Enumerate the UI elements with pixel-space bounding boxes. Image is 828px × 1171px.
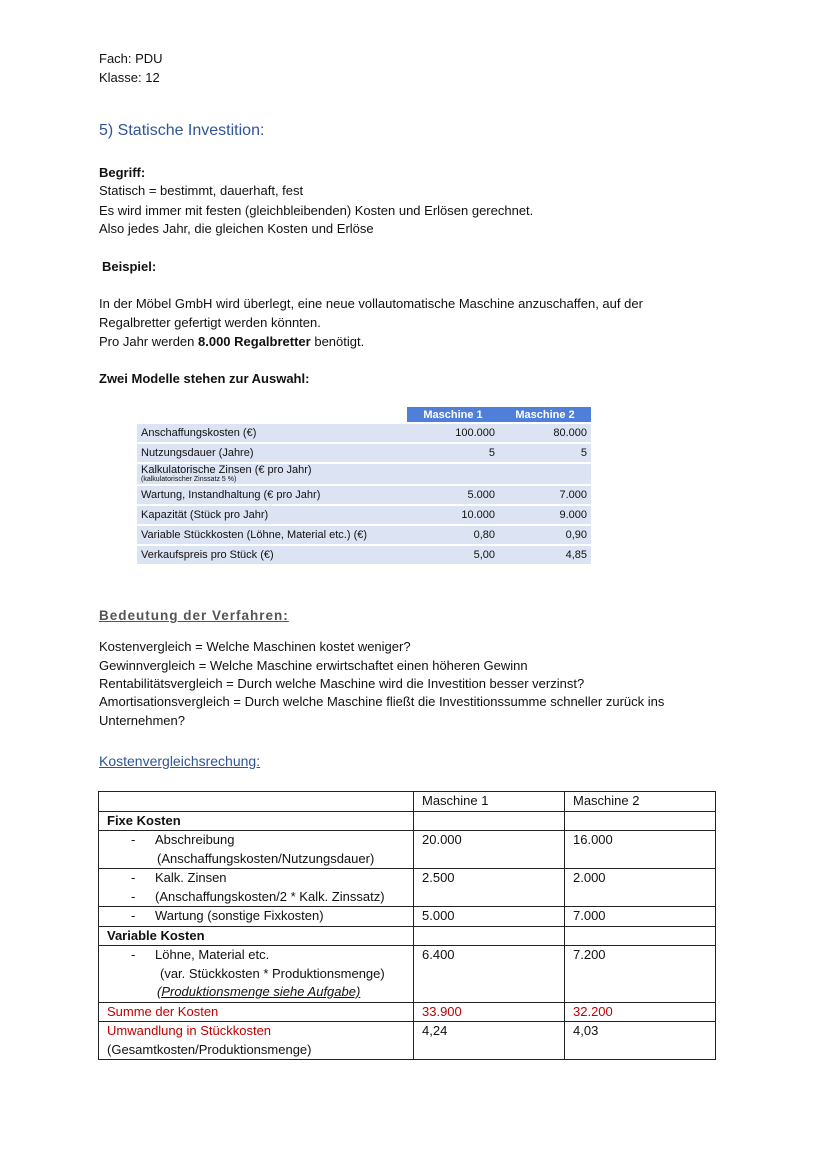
- value-cell: 4,85: [499, 546, 591, 564]
- row-label: Verkaufspreis pro Stück (€): [137, 546, 407, 564]
- cell: [99, 792, 414, 812]
- fixe-kosten-label: Fixe Kosten: [99, 811, 414, 831]
- beispiel-line: Regalbretter gefertigt werden könnten.: [99, 315, 321, 330]
- model-comparison-table: [137, 405, 591, 566]
- value-cell: [407, 464, 499, 484]
- value-cell: [499, 464, 591, 484]
- value-cell: 33.900: [414, 1002, 565, 1022]
- value-cell: 2.000: [565, 869, 716, 907]
- value-cell: 0,90: [499, 526, 591, 544]
- variable-kosten-label: Variable Kosten: [99, 926, 414, 946]
- value-cell: 0,80: [407, 526, 499, 544]
- begriff-label: Begriff:: [99, 165, 146, 180]
- kostenvergleich-heading: Kostenvergleichsrechung:: [99, 753, 261, 769]
- header-machine-2: Maschine 2: [499, 407, 591, 422]
- cell: [414, 926, 565, 946]
- wartung-cell: - Wartung (sonstige Fixkosten): [99, 907, 414, 927]
- section-title: 5) Statische Investition:: [99, 122, 265, 139]
- value-cell: 5,00: [407, 546, 499, 564]
- value-cell: 10.000: [407, 506, 499, 524]
- summe-label: Summe der Kosten: [99, 1002, 414, 1022]
- value-cell: 7.000: [565, 907, 716, 927]
- subject-label: Fach: PDU: [99, 51, 163, 66]
- row-label: Kalkulatorische Zinsen (€ pro Jahr) (kalkulatorischer Zinssatz 5 %): [137, 464, 407, 484]
- value-cell: 9.000: [499, 506, 591, 524]
- zinsen-cell: - Kalk. Zinsen - (Anschaffungskosten/2 * Kalk. Zinssatz): [99, 869, 414, 907]
- beispiel-line: Pro Jahr werden 8.000 Regalbretter benötigt.: [99, 334, 365, 349]
- value-cell: 20.000: [414, 831, 565, 869]
- cell: [565, 811, 716, 831]
- value-cell: 16.000: [565, 831, 716, 869]
- value-cell: 100.000: [407, 424, 499, 442]
- row-label: Nutzungsdauer (Jahre): [137, 444, 407, 462]
- umwandlung-cell: Umwandlung in Stückkosten (Gesamtkosten/Produktionsmenge): [99, 1022, 414, 1060]
- table-row: [137, 506, 591, 524]
- value-cell: 7.000: [499, 486, 591, 504]
- begriff-line: Statisch = bestimmt, dauerhaft, fest: [99, 183, 304, 198]
- bedeutung-line: Unternehmen?: [99, 713, 185, 728]
- value-cell: 80.000: [499, 424, 591, 442]
- table-row: [137, 464, 591, 484]
- header-machine-2: Maschine 2: [565, 792, 716, 812]
- row-label: Wartung, Instandhaltung (€ pro Jahr): [137, 486, 407, 504]
- value-cell: 5: [499, 444, 591, 462]
- value-cell: 6.400: [414, 946, 565, 1003]
- beispiel-label: Beispiel:: [102, 259, 157, 274]
- header-machine-1: Maschine 1: [407, 407, 499, 422]
- beispiel-line: In der Möbel GmbH wird überlegt, eine neue vollautomatische Maschine anzuschaffen, auf der: [99, 296, 643, 311]
- value-cell: 2.500: [414, 869, 565, 907]
- table-row: [137, 526, 591, 544]
- value-cell: 7.200: [565, 946, 716, 1003]
- value-cell: 4,24: [414, 1022, 565, 1060]
- table-row: [137, 486, 591, 504]
- value-cell: 5: [407, 444, 499, 462]
- table-row: [99, 1022, 716, 1060]
- bedeutung-line: Amortisationsvergleich = Durch welche Maschine fließt die Investitionssumme schneller zurück ins: [99, 694, 665, 709]
- header-machine-1: Maschine 1: [414, 792, 565, 812]
- row-label: Anschaffungskosten (€): [137, 424, 407, 442]
- row-label: Kapazität (Stück pro Jahr): [137, 506, 407, 524]
- loehne-cell: - Löhne, Material etc. (var. Stückkosten * Produktionsmenge) (Produktionsmenge siehe Aufgabe): [99, 946, 414, 1003]
- row-label: Variable Stückkosten (Löhne, Material etc.) (€): [137, 526, 407, 544]
- class-label: Klasse: 12: [99, 70, 160, 85]
- table-row: [99, 811, 716, 831]
- header-blank: [137, 407, 407, 422]
- table-row: [99, 1002, 716, 1022]
- table-row: [99, 946, 716, 1003]
- bedeutung-line: Kostenvergleich = Welche Maschinen kostet weniger?: [99, 639, 411, 654]
- begriff-line: Also jedes Jahr, die gleichen Kosten und Erlöse: [99, 221, 374, 236]
- table-row: [99, 792, 716, 812]
- bedeutung-line: Gewinnvergleich = Welche Maschine erwirtschaftet einen höheren Gewinn: [99, 658, 528, 673]
- table-row: [137, 444, 591, 462]
- value-cell: 4,03: [565, 1022, 716, 1060]
- modelle-label: Zwei Modelle stehen zur Auswahl:: [99, 371, 310, 386]
- table-row: [99, 926, 716, 946]
- value-cell: 32.200: [565, 1002, 716, 1022]
- bedeutung-heading: Bedeutung der Verfahren:: [99, 608, 289, 623]
- table-header-row: [137, 407, 591, 422]
- abschreibung-cell: - Abschreibung (Anschaffungskosten/Nutzungsdauer): [99, 831, 414, 869]
- table-row: [99, 869, 716, 907]
- value-cell: 5.000: [414, 907, 565, 927]
- begriff-line: Es wird immer mit festen (gleichbleibenden) Kosten und Erlösen gerechnet.: [99, 203, 534, 218]
- value-cell: 5.000: [407, 486, 499, 504]
- bedeutung-line: Rentabilitätsvergleich = Durch welche Maschine wird die Investition besser verzinst?: [99, 676, 585, 691]
- table-row: [99, 907, 716, 927]
- cost-comparison-table: [98, 791, 716, 1060]
- table-row: [99, 831, 716, 869]
- table-row: [137, 424, 591, 442]
- cell: [565, 926, 716, 946]
- cell: [414, 811, 565, 831]
- table-row: [137, 546, 591, 564]
